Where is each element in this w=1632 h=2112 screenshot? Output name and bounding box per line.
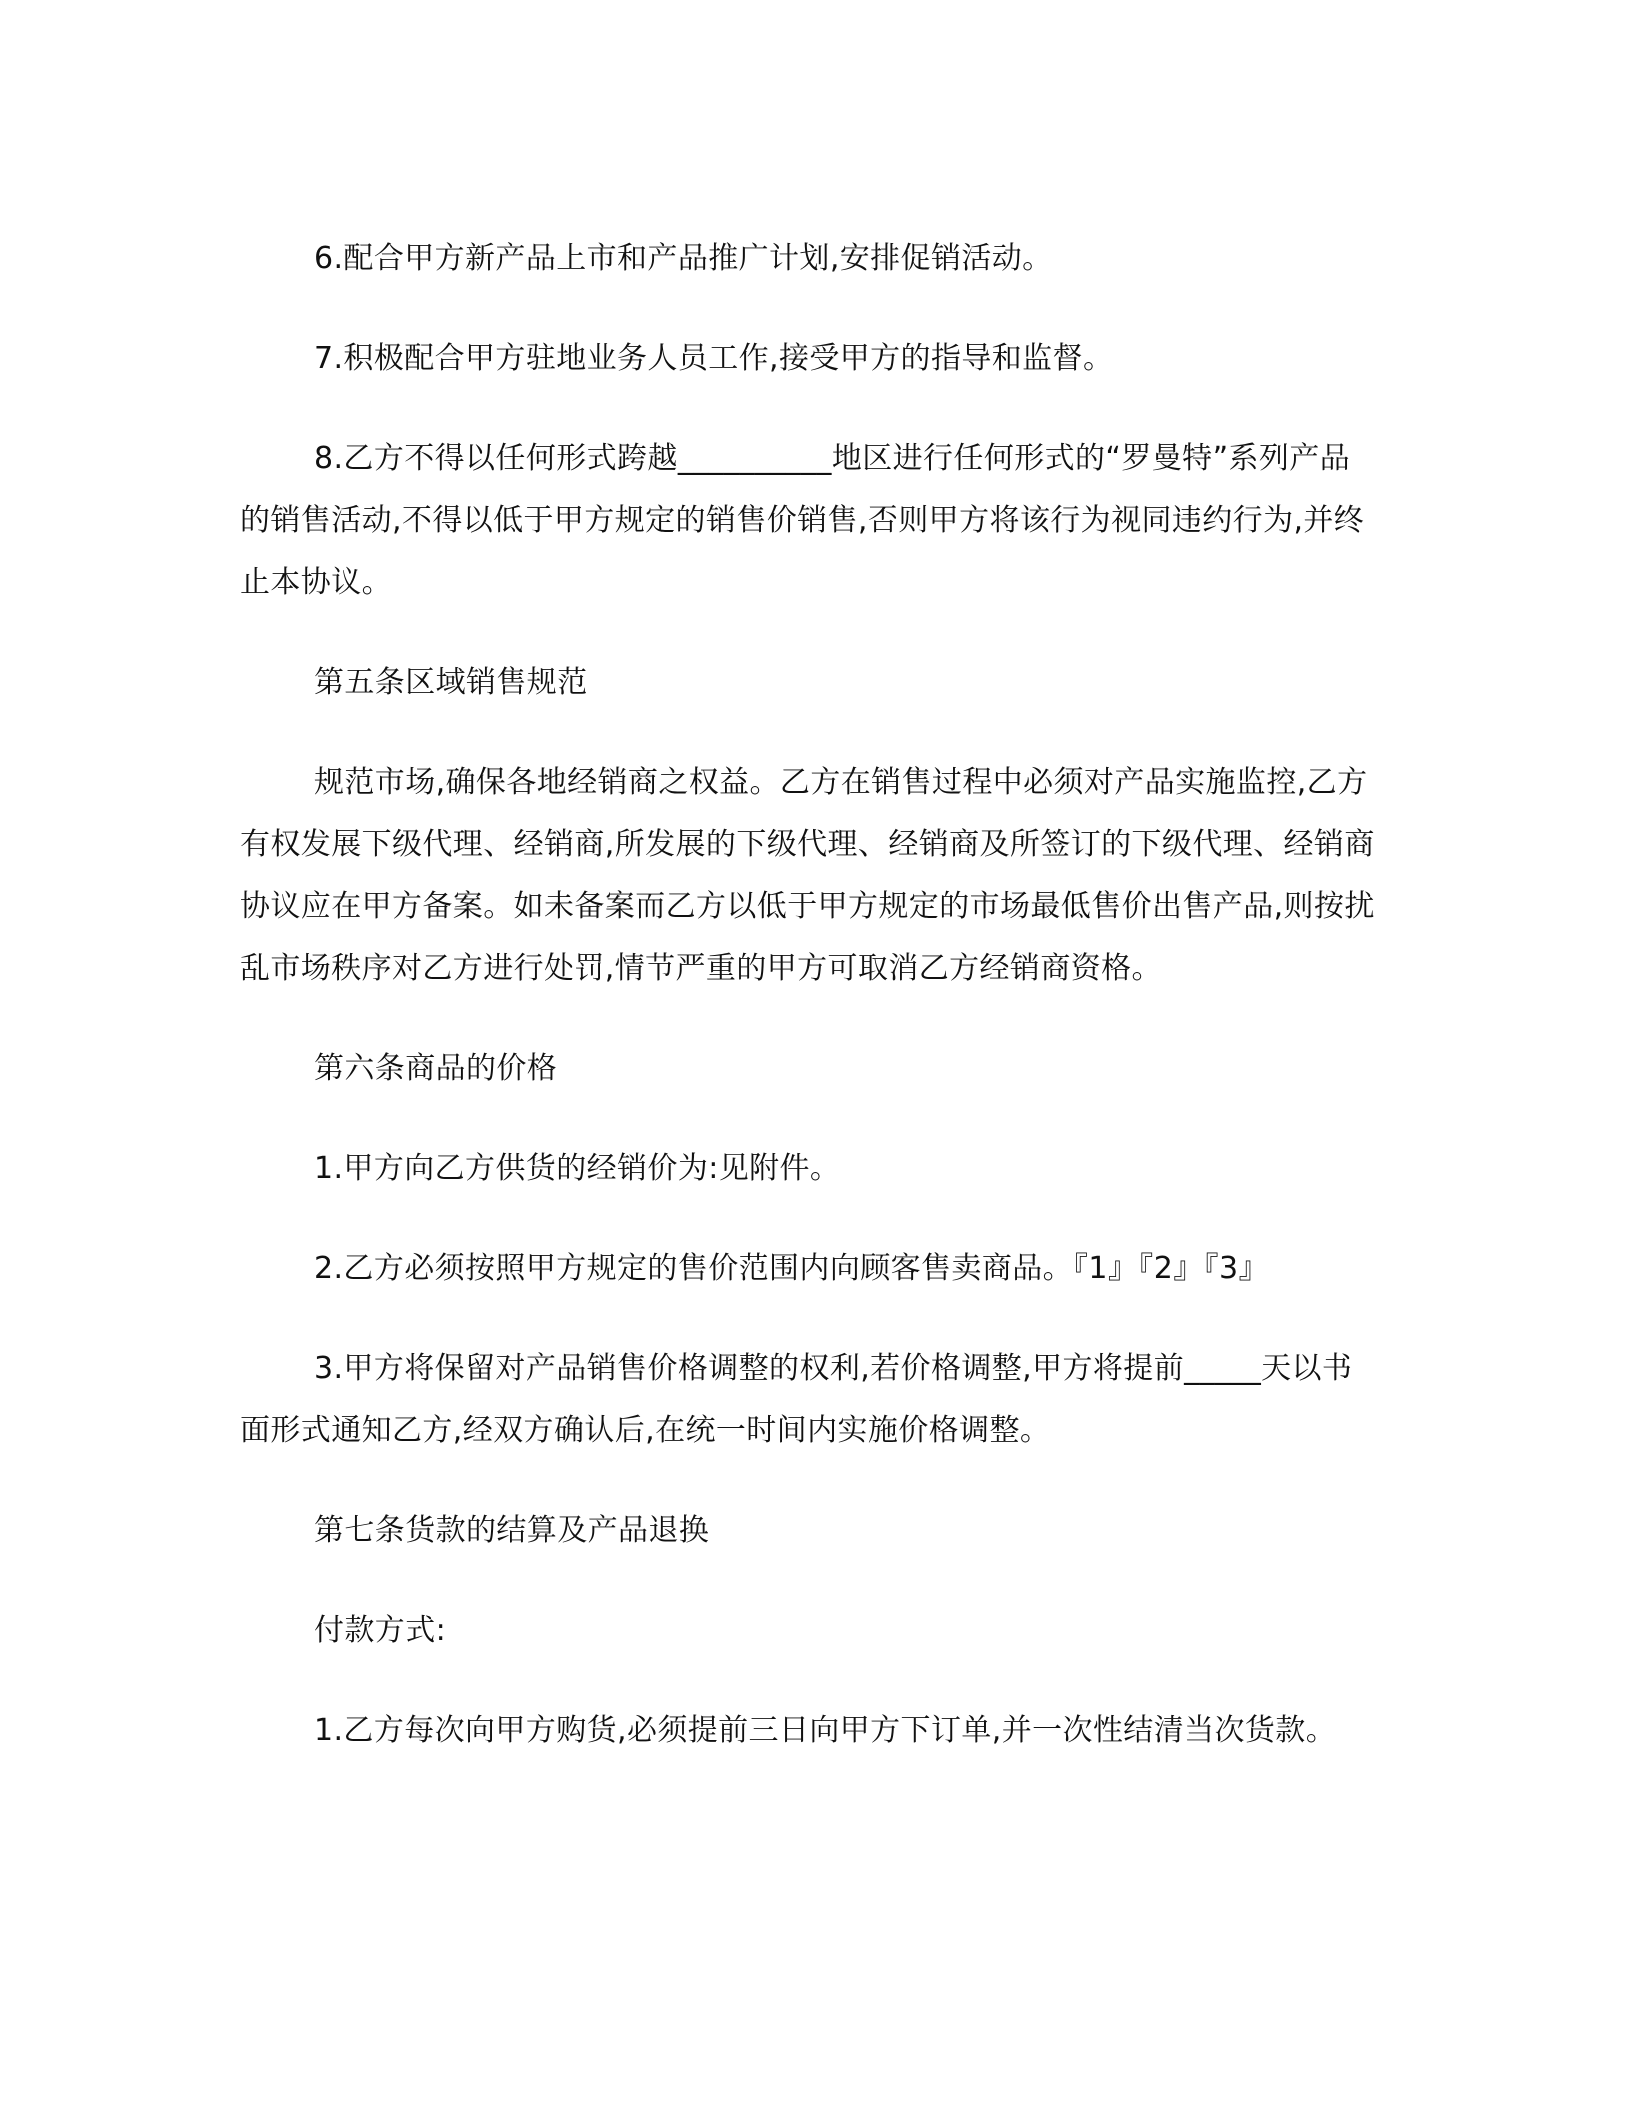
article-5-body: 规范市场,确保各地经销商之权益。乙方在销售过程中必须对产品实施监控,乙方有权发展下级代理、经销商,所发展的下级代理、经销商及所签订的下级代理、经销商协议应在甲方备案。如未备案而乙方以低于甲方规定的市场最低售价出售产品,则按扰乱市场秩序对乙方进行处罚,情节严重的甲方可取消乙方经销商资格。 [240, 765, 1375, 986]
article-6-heading: 第六条商品的价格 [314, 1051, 558, 1086]
article-7-heading: 第七条货款的结算及产品退换 [314, 1513, 710, 1548]
payment-method-label: 付款方式: [314, 1613, 447, 1648]
clause-item-6: 6.配合甲方新产品上市和产品推广计划,安排促销活动。 [314, 241, 1053, 276]
price-item-1: 1.甲方向乙方供货的经销价为:见附件。 [314, 1151, 841, 1186]
price-item-3: 3.甲方将保留对产品销售价格调整的权利,若价格调整,甲方将提前_____天以书面形式通知乙方,经双方确认后,在统一时间内实施价格调整。 [240, 1351, 1353, 1448]
clause-item-8: 8.乙方不得以任何形式跨越__________地区进行任何形式的“罗曼特”系列产品的销售活动,不得以低于甲方规定的销售价销售,否则甲方将该行为视同违约行为,并终止本协议。 [240, 441, 1365, 600]
payment-item-1: 1.乙方每次向甲方购货,必须提前三日向甲方下订单,并一次性结清当次货款。 [314, 1713, 1337, 1748]
price-item-2: 2.乙方必须按照甲方规定的售价范围内向顾客售卖商品。『1』『2』『3』 [314, 1251, 1269, 1286]
document-body [240, 228, 1380, 1762]
clause-item-7: 7.积极配合甲方驻地业务人员工作,接受甲方的指导和监督。 [314, 341, 1114, 376]
article-5-heading: 第五条区域销售规范 [314, 665, 588, 700]
